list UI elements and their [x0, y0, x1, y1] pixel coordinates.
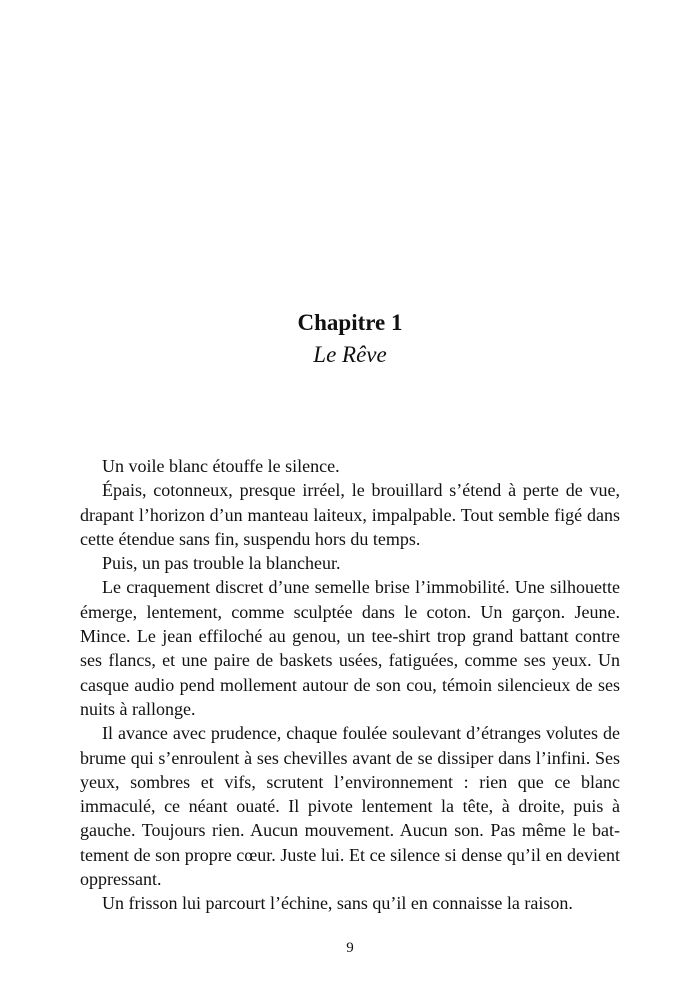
- chapter-heading: [0, 308, 700, 370]
- paragraph: Il avance avec prudence, chaque foulée soulevant d’étranges volutes de brume qui s’enroulent à ses chevilles avant de se dissiper dans l’infini. Ses yeux, sombres et vifs, scrutent l’environnement : rien que ce blanc immaculé, ce néant ouaté. Il pivote lentement la tête, à droite, puis à gauche. Toujours rien. Aucun mouvement. Aucun son. Pas même le battement de son propre cœur. Juste lui. Et ce silence si dense qu’il en devient oppressant.: [80, 723, 620, 890]
- paragraph: Épais, cotonneux, presque irréel, le brouillard s’étend à perte de vue, drapant l’horizon d’un manteau laiteux, impalpable. Tout semble figé dans cette étendue sans fin, suspendu hors du temps.: [80, 480, 620, 549]
- paragraph: Le craquement discret d’une semelle brise l’immobilité. Une silhouette émerge, lentement, comme sculptée dans le coton. Un garçon. Jeune. Mince. Le jean effiloché au genou, un tee-shirt trop grand battant contre ses flancs, et une paire de baskets usées, fatiguées, comme ses yeux. Un casque audio pend mollement autour de son cou, témoin silencieux de ses nuits à rallonge.: [80, 577, 620, 719]
- page-number: 9: [346, 940, 354, 956]
- paragraph: Un frisson lui parcourt l’échine, sans qu’il en connaisse la raison.: [102, 893, 573, 914]
- chapter-number: Chapitre 1: [297, 310, 403, 335]
- paragraph: Puis, un pas trouble la blancheur.: [102, 553, 341, 574]
- paragraph: Un voile blanc étouffe le silence.: [102, 456, 340, 476]
- chapter-title: Le Rêve: [313, 342, 387, 367]
- chapter-body: [80, 454, 620, 916]
